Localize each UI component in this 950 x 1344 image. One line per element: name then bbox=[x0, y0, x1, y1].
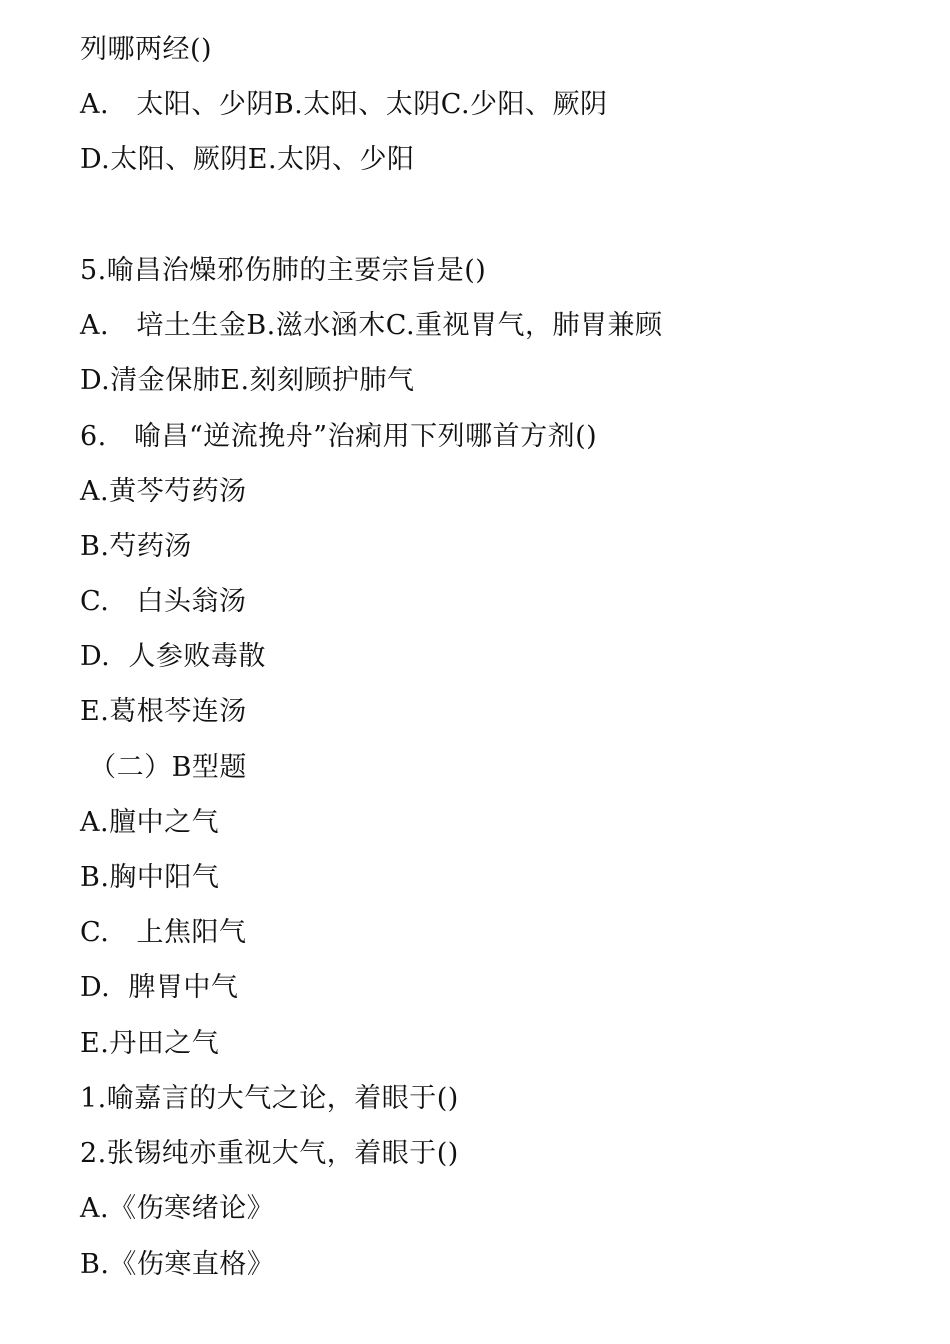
text-line-question-6: 6. 喻昌“逆流挽舟”治痢用下列哪首方剂() bbox=[80, 421, 598, 452]
text-line-question-4-continued: 列哪两经() bbox=[80, 34, 213, 65]
text-line-q6-option-a: A.黄芩芍药汤 bbox=[80, 476, 247, 507]
text-line-question-5: 5.喻昌治燥邪伤肺的主要宗旨是() bbox=[80, 255, 487, 286]
text-line-q5-options-de: D.清金保肺E.刻刻顾护肺气 bbox=[80, 365, 415, 396]
text-line-next-option-a: A.《伤寒绪论》 bbox=[80, 1193, 275, 1224]
text-line-q4-options-de: D.太阳、厥阴E.太阴、少阳 bbox=[80, 144, 415, 175]
text-line-b-option-b: B.胸中阳气 bbox=[80, 862, 220, 893]
text-line-b-option-a: A.膻中之气 bbox=[80, 807, 220, 838]
text-line-q6-option-d: D. 人参败毒散 bbox=[80, 641, 266, 672]
text-line-q6-option-e: E.葛根芩连汤 bbox=[80, 696, 247, 727]
text-line-q6-option-b: B.芍药汤 bbox=[80, 531, 192, 562]
text-line-q5-options-abc: A. 培土生金B.滋水涵木C.重视胃气，肺胃兼顾 bbox=[80, 310, 663, 341]
text-line-next-option-b: B.《伤寒直格》 bbox=[80, 1249, 275, 1280]
section-heading-b-type: （二）B型题 bbox=[80, 752, 247, 783]
text-line-b-option-d: D. 脾胃中气 bbox=[80, 972, 239, 1003]
text-line-b-option-c: C. 上焦阳气 bbox=[80, 917, 247, 948]
text-line-q4-options-abc: A. 太阳、少阴B.太阳、太阴C.少阳、厥阴 bbox=[80, 89, 608, 120]
text-line-b-question-1: 1.喻嘉言的大气之论，着眼于() bbox=[80, 1083, 459, 1114]
text-line-b-option-e: E.丹田之气 bbox=[80, 1028, 220, 1059]
text-line-b-question-2: 2.张锡纯亦重视大气，着眼于() bbox=[80, 1138, 459, 1169]
text-line-q6-option-c: C. 白头翁汤 bbox=[80, 586, 247, 617]
